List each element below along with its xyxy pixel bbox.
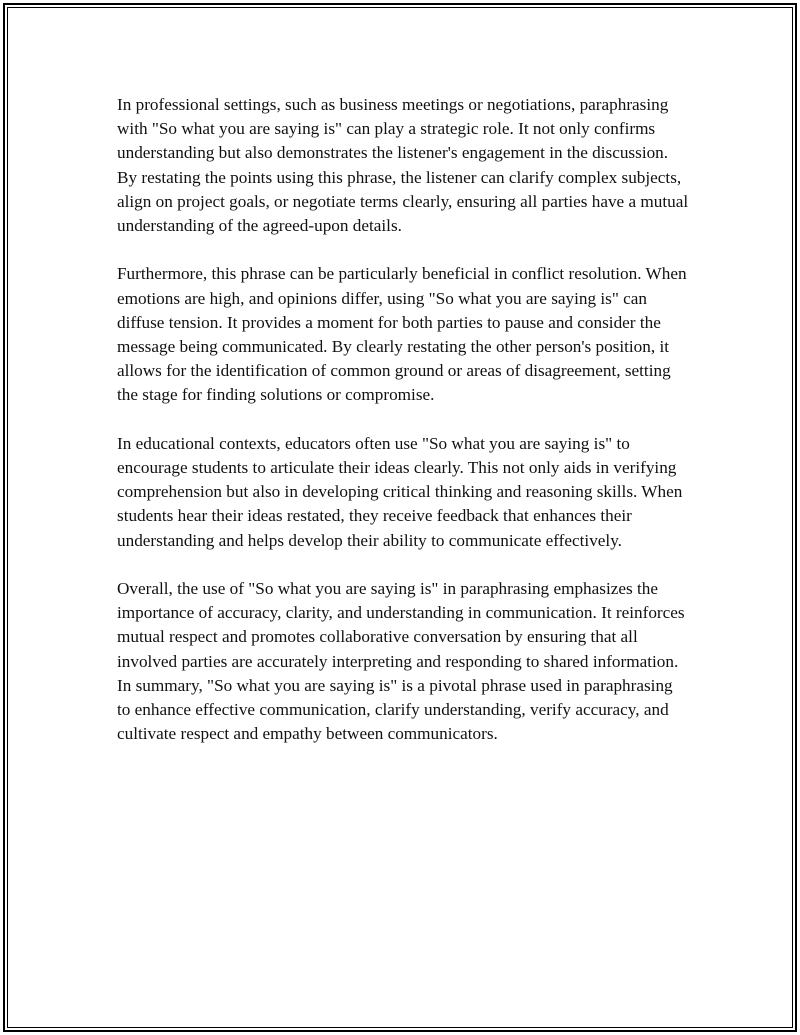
paragraph-overall-summary: Overall, the use of "So what you are saying is" in paraphrasing emphasizes the importance of accuracy, clarity, and understanding in communication. It reinforces mutual respect and promotes collaborative conversation by ensuring that all involved parties are accurately interpreting and responding to shared information. In summary, "So what you are saying is" is a pivotal phrase used in paraphrasing to enhance effective communication, clarify understanding, verify accuracy, and cultivate respect and empathy between communicators. — [117, 579, 685, 744]
document-body — [117, 93, 689, 771]
paragraph-conflict-resolution: Furthermore, this phrase can be particularly beneficial in conflict resolution. When emotions are high, and opinions differ, using "So what you are saying is" can diffuse tension. It provides a moment for both parties to pause and consider the message being communicated. By clearly restating the other person's position, it allows for the identification of common ground or areas of disagreement, setting the stage for finding solutions or compromise. — [117, 264, 687, 405]
paragraph-educational-contexts: In educational contexts, educators often use "So what you are saying is" to encourage students to articulate their ideas clearly. This not only aids in verifying comprehension but also in developing critical thinking and reasoning skills. When students hear their ideas restated, they receive feedback that enhances their understanding and helps develop their ability to communicate effectively. — [117, 433, 683, 550]
paragraph-professional-settings: In professional settings, such as business meetings or negotiations, paraphrasing with "So what you are saying is" can play a strategic role. It not only confirms understanding but also demonstrates the listener's engagement in the discussion. By restating the points using this phrase, the listener can clarify complex subjects, align on project goals, or negotiate terms clearly, ensuring all parties have a mutual understanding of the agreed-upon details. — [117, 95, 689, 236]
